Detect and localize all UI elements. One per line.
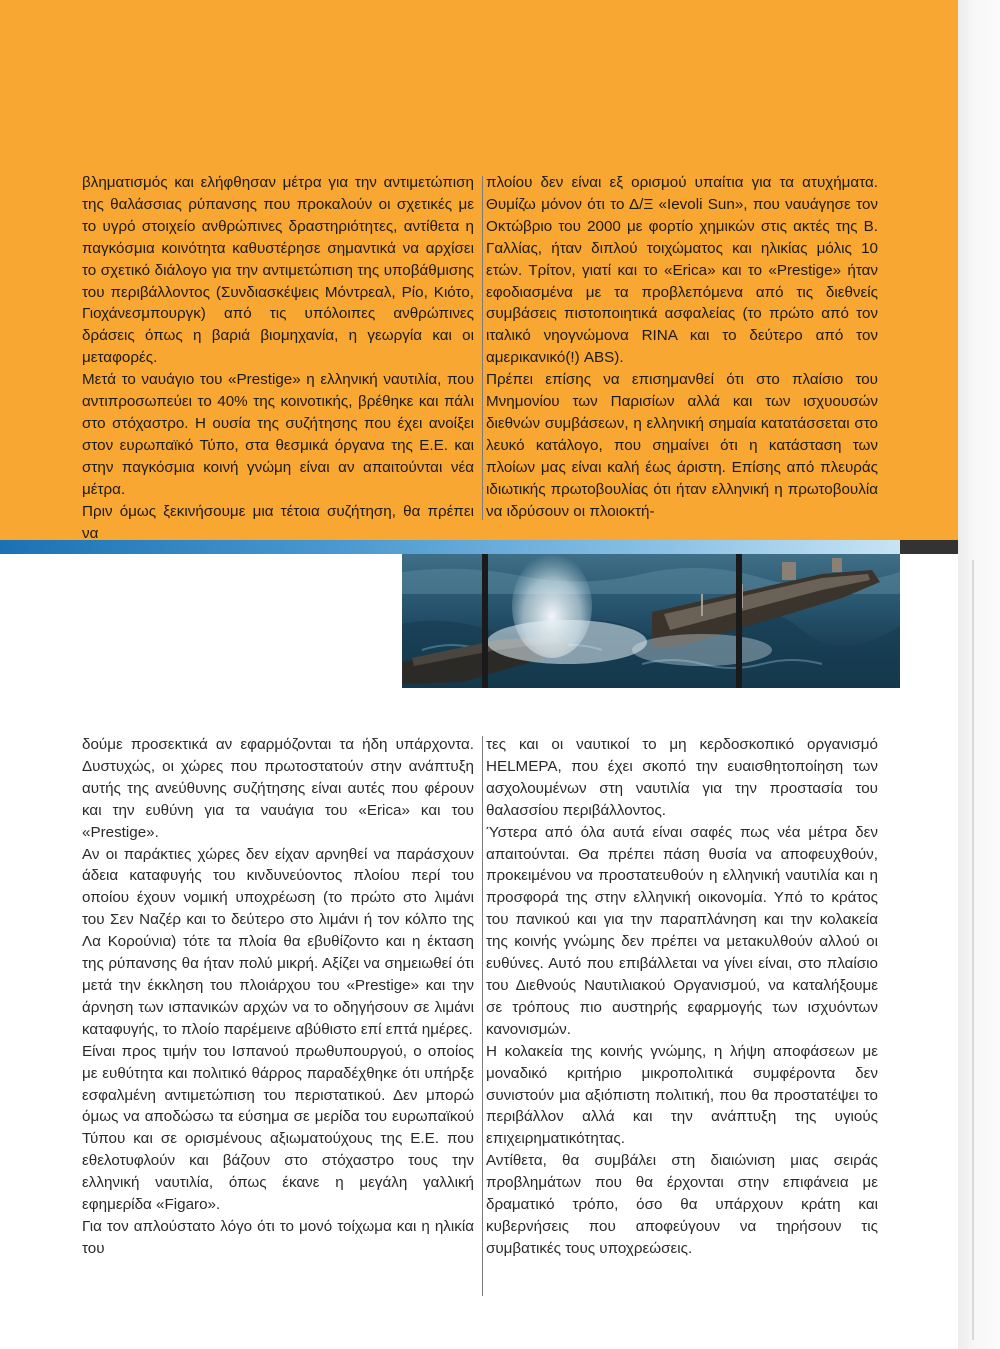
paragraph: Αντίθετα, θα συμβάλει στη διαιώνιση μιας σειράς προβλημάτων που θα έρχονται στην επιφάνεια με δραματικό τρόπο, όσο θα υπάρχουν κράτη και κυβερνήσεις που αποφεύγουν να τηρήσουν τις συμβατικές τους υποχρεώσεις. <box>486 1152 878 1257</box>
column-divider-top <box>482 176 483 520</box>
sinking-tanker-photo <box>402 554 900 688</box>
photo-panel-divider <box>482 554 488 688</box>
paragraph: Μετά το ναυάγιο του «Prestige» η ελληνική ναυτιλία, που αντιπροσωπεύει το 40% της κοινοτικής, βρέθηκε και πάλι στο στόχαστρο. Η ουσία της συζήτησης που έχει ανοίξει στον ευρωπαϊκό Τύπο, στα θεσμικά όργανα της Ε.Ε. και στην παγκόσμια κοινή γνώμη είναι αν απαιτούνται νέα μέτρα. <box>82 371 474 498</box>
photo-panel-divider <box>736 554 742 688</box>
paragraph: Πρέπει επίσης να επισημανθεί ότι στο πλαίσιο του Μνημονίου των Παρισίων αλλά και των ισχυουσών διεθνών συμβάσεων, η ελληνική σημαία κατατάσσεται στο λευκό κατάλογο, που σημαίνει ότι η κατάσταση των πλοίων μας είναι καλή έως άριστη. Επίσης από πλευράς ιδιωτικής πρωτοβουλίας ότι ήταν ελληνική η πρωτοβουλία να ιδρύσουν οι πλοιοκτή- <box>486 371 878 520</box>
paragraph: Ύστερα από όλα αυτά είναι σαφές πως νέα μέτρα δεν απαιτούνται. Θα πρέπει πάση θυσία να αποφευχθούν, προκειμένου να προστατευθούν η ελληνική ναυτιλία και η προσφορά της στην ελληνική οικονομία. Υπό το κράτος του πανικού και για την παραπλάνηση και την κολακεία της κοινής γνώμης δεν πρέπει να μετακυλθούν αλλού οι ευθύνες. Αυτό που επιβάλλεται να γίνει είναι, στο πλαίσιο του Διεθνούς Ναυτιλιακού Οργανισμού, να καταλήξουμε σε τρόπους πιο αυστηρής εφαρμογής των ισχυόντων κανονισμών. <box>486 823 878 1038</box>
paragraph: Αν οι παράκτιες χώρες δεν είχαν αρνηθεί να παράσχουν άδεια καταφυγής του κινδυνεύοντος πλοίου περί του οποίου έχουν νομική υποχρέωση (το πρώτο στο λιμάνι του Σεν Ναζέρ και το δεύτερο στο λιμάνι ή τον κόλπο της Λα Κορούνια) τότε τα πλοία θα εβυθίζοντο και η έκταση της ρύπανσης θα ήταν πολύ μικρή. Αξίζει να σημειωθεί ότι μετά την έκκληση του πλοιάρχου του «Prestige» και την άρνηση των ισπανικών αρχών να το οδηγήσουν σε λιμάνι καταφυγής, το πλοίο παρέμεινε αβύθιστο επί επτά ημέρες. <box>82 845 474 1038</box>
article-column-bottom-right <box>486 734 878 1260</box>
column-divider-bottom <box>482 736 483 1296</box>
article-column-bottom-left <box>82 734 474 1260</box>
page-edge-shadow <box>958 0 1000 1349</box>
page-edge-line <box>972 560 974 1340</box>
article-column-top-left <box>82 172 474 544</box>
paragraph: Η κολακεία της κοινής γνώμης, η λήψη αποφάσεων με μοναδικό κριτήριο μικροπολιτικά συμφέροντα δεν συνιστούν μια αξιόπιστη πολιτική, που θα προστατέψει το περιβάλλον αλλά και την ανάπτυξη της υγιούς επιχειρηματικότητας. <box>486 1042 878 1148</box>
paragraph: πλοίου δεν είναι εξ ορισμού υπαίτια για τα ατυχήματα. Θυμίζω μόνον ότι το Δ/Ξ «Ievoli Sun», που ναυάγησε τον Οκτώβριο του 2000 με φορτίο χημικών στις ακτές της Β. Γαλλίας, ήταν διπλού τοιχώματος και ηλικίας μόλις 10 ετών. Τρίτον, γιατί και το «Erica» και το «Prestige» ήταν εφοδιασμένα με τα προβλεπόμενα από τις διεθνείς συμβάσεις πιστοποιητικά ασφαλείας (το πρώτο από τον ιταλικό νηογνώμονα RINA και το δεύτερο από τον αμερικανικό(!) ABS). <box>486 174 878 367</box>
paragraph: βληματισμός και ελήφθησαν μέτρα για την αντιμετώπιση της θαλάσσιας ρύπανσης που προκαλούν οι σχετικές με το υγρό στοιχείο ανθρώπινες δραστηριότητες, αντίθετα η παγκόσμια κοινότητα καθυστέρησε σημαντικά να αρχίσει το σχετικό διάλογο για την αντιμετώπιση της υποβάθμισης του περιβάλλοντος (Συνδιασκέψεις Μόντρεαλ, Ρίο, Κιότο, Γιοχάνεσμπουργκ) από τις υπόλοιπες ανθρώπινες δράσεις όπως η βαριά βιομηχανία, η γεωργία και οι μεταφορές. <box>82 174 474 367</box>
paragraph: Για τον απλούστατο λόγο ότι το μονό τοίχωμα και η ηλικία του <box>82 1217 474 1257</box>
paragraph: Πριν όμως ξεκινήσουμε μια τέτοια συζήτηση, θα πρέπει να <box>82 502 474 542</box>
article-column-top-right <box>486 172 878 523</box>
paragraph: τες και οι ναυτικοί το μη κερδοσκοπικό οργανισμό HELMEPA, που έχει σκοπό την ευαισθητοποίηση των ασχολουμένων στη ναυτιλία για την προστασία του θαλασσίου περιβάλλοντος. <box>486 736 878 819</box>
paragraph: δούμε προσεκτικά αν εφαρμόζονται τα ήδη υπάρχοντα. Δυστυχώς, οι χώρες που πρωτοστατούν στην ανάπτυξη αυτής της ανεύθυνης συζήτησης είναι αυτές που φέρουν και την ευθύνη για τα ναυάγια του «Erica» και του «Prestige». <box>82 736 474 841</box>
dark-accent-stripe <box>900 540 958 554</box>
paragraph: Είναι προς τιμήν του Ισπανού πρωθυπουργού, ο οποίος με ευθύτητα και πολιτικό θάρρος παραδέχθηκε ότι υπήρξε εσφαλμένη αντιμετώπιση του περιστατικού. Δεν μπορώ όμως να αποδώσω τα εύσημα σε μερίδα του ευρωπαϊκού Τύπου και σε ορισμένους αξιωματούχους της Ε.Ε. που εθελοτυφλούν και βάζουν στο στόχαστρο τους την ελληνική ναυτιλία, όπως έκανε η μεγάλη γαλλική εφημερίδα «Figaro». <box>82 1042 474 1214</box>
photo-illustration <box>402 554 900 688</box>
